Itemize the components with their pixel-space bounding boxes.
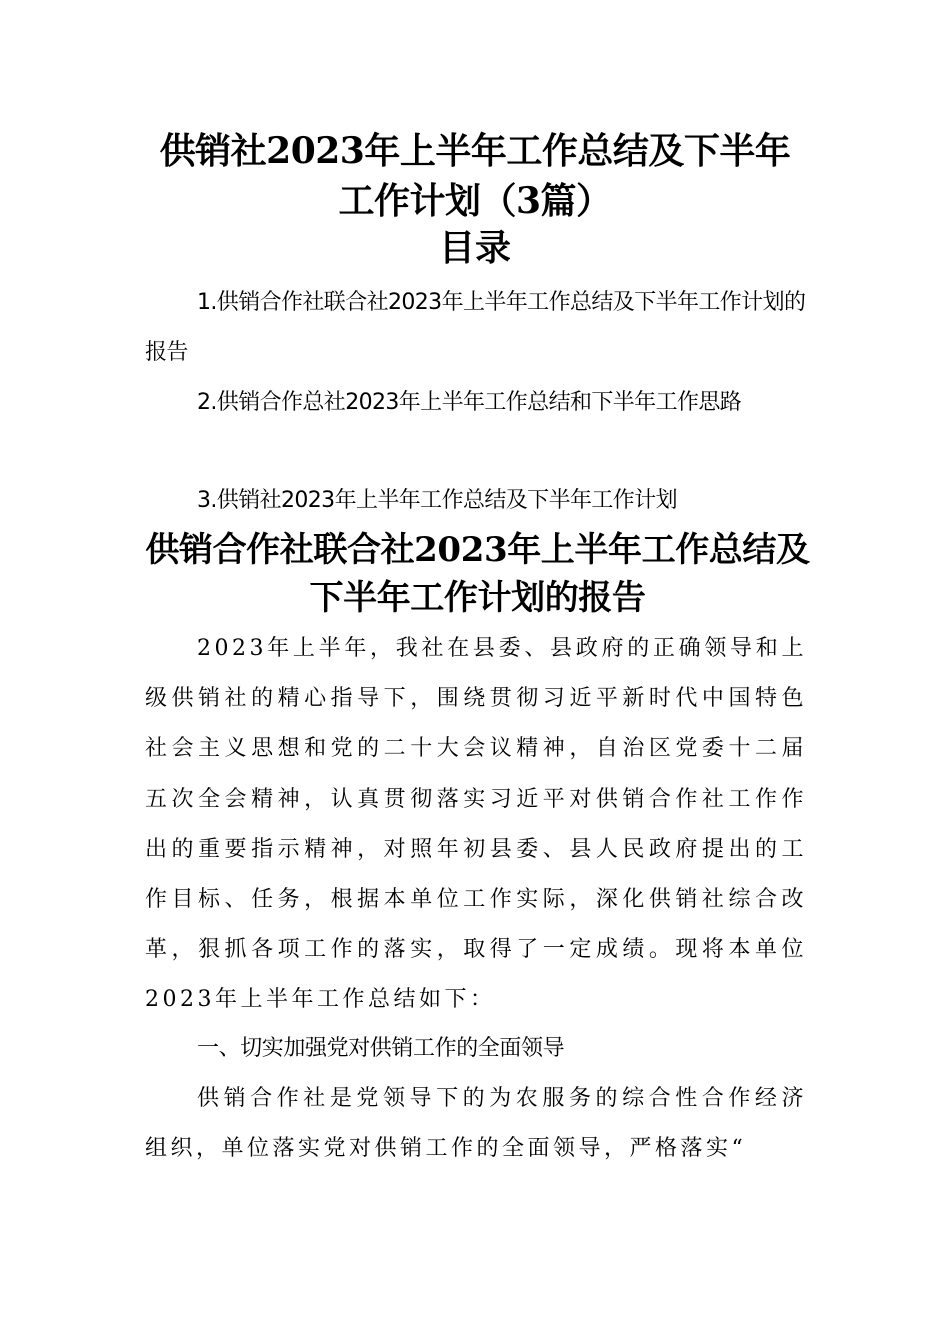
section-heading: 一、切实加强党对供销工作的全面领导	[197, 1036, 565, 1061]
body-paragraph: 2023年上半年，我社在县委、县政府的正确领导和上级供销社的精心指导下，围绕贯彻习近平新时代中国特色社会主义思想和党的二十大会议精神，自治区党委十二届五次全会精神，认真贯彻落实习近平对供销合作社工作作出的重要指示精神，对照年初县委、县人民政府提出的工作目标、任务，根据本单位工作实际，深化供销社综合改革，狠抓各项工作的落实，取得了一定成绩。现将本单位2023年上半年工作总结如下：	[145, 636, 807, 1013]
body-paragraph: 供销合作社是党领导下的为农服务的综合性合作经济组织，单位落实党对供销工作的全面领导，严格落实“	[145, 1086, 807, 1162]
toc-item-3: 3.供销社2023年上半年工作总结及下半年工作计划	[197, 488, 677, 513]
article-title: 供销合作社联合社2023年上半年工作总结及下半年工作计划的报告	[145, 530, 810, 618]
document-main-title: 供销社2023年上半年工作总结及下半年工作计划（3篇）	[159, 130, 791, 222]
table-of-contents-heading: 目录	[438, 227, 511, 269]
toc-item-2: 2.供销合作总社2023年上半年工作总结和下半年工作思路	[197, 390, 742, 415]
toc-item-1: 1.供销合作社联合社2023年上半年工作总结及下半年工作计划的报告	[145, 290, 806, 365]
